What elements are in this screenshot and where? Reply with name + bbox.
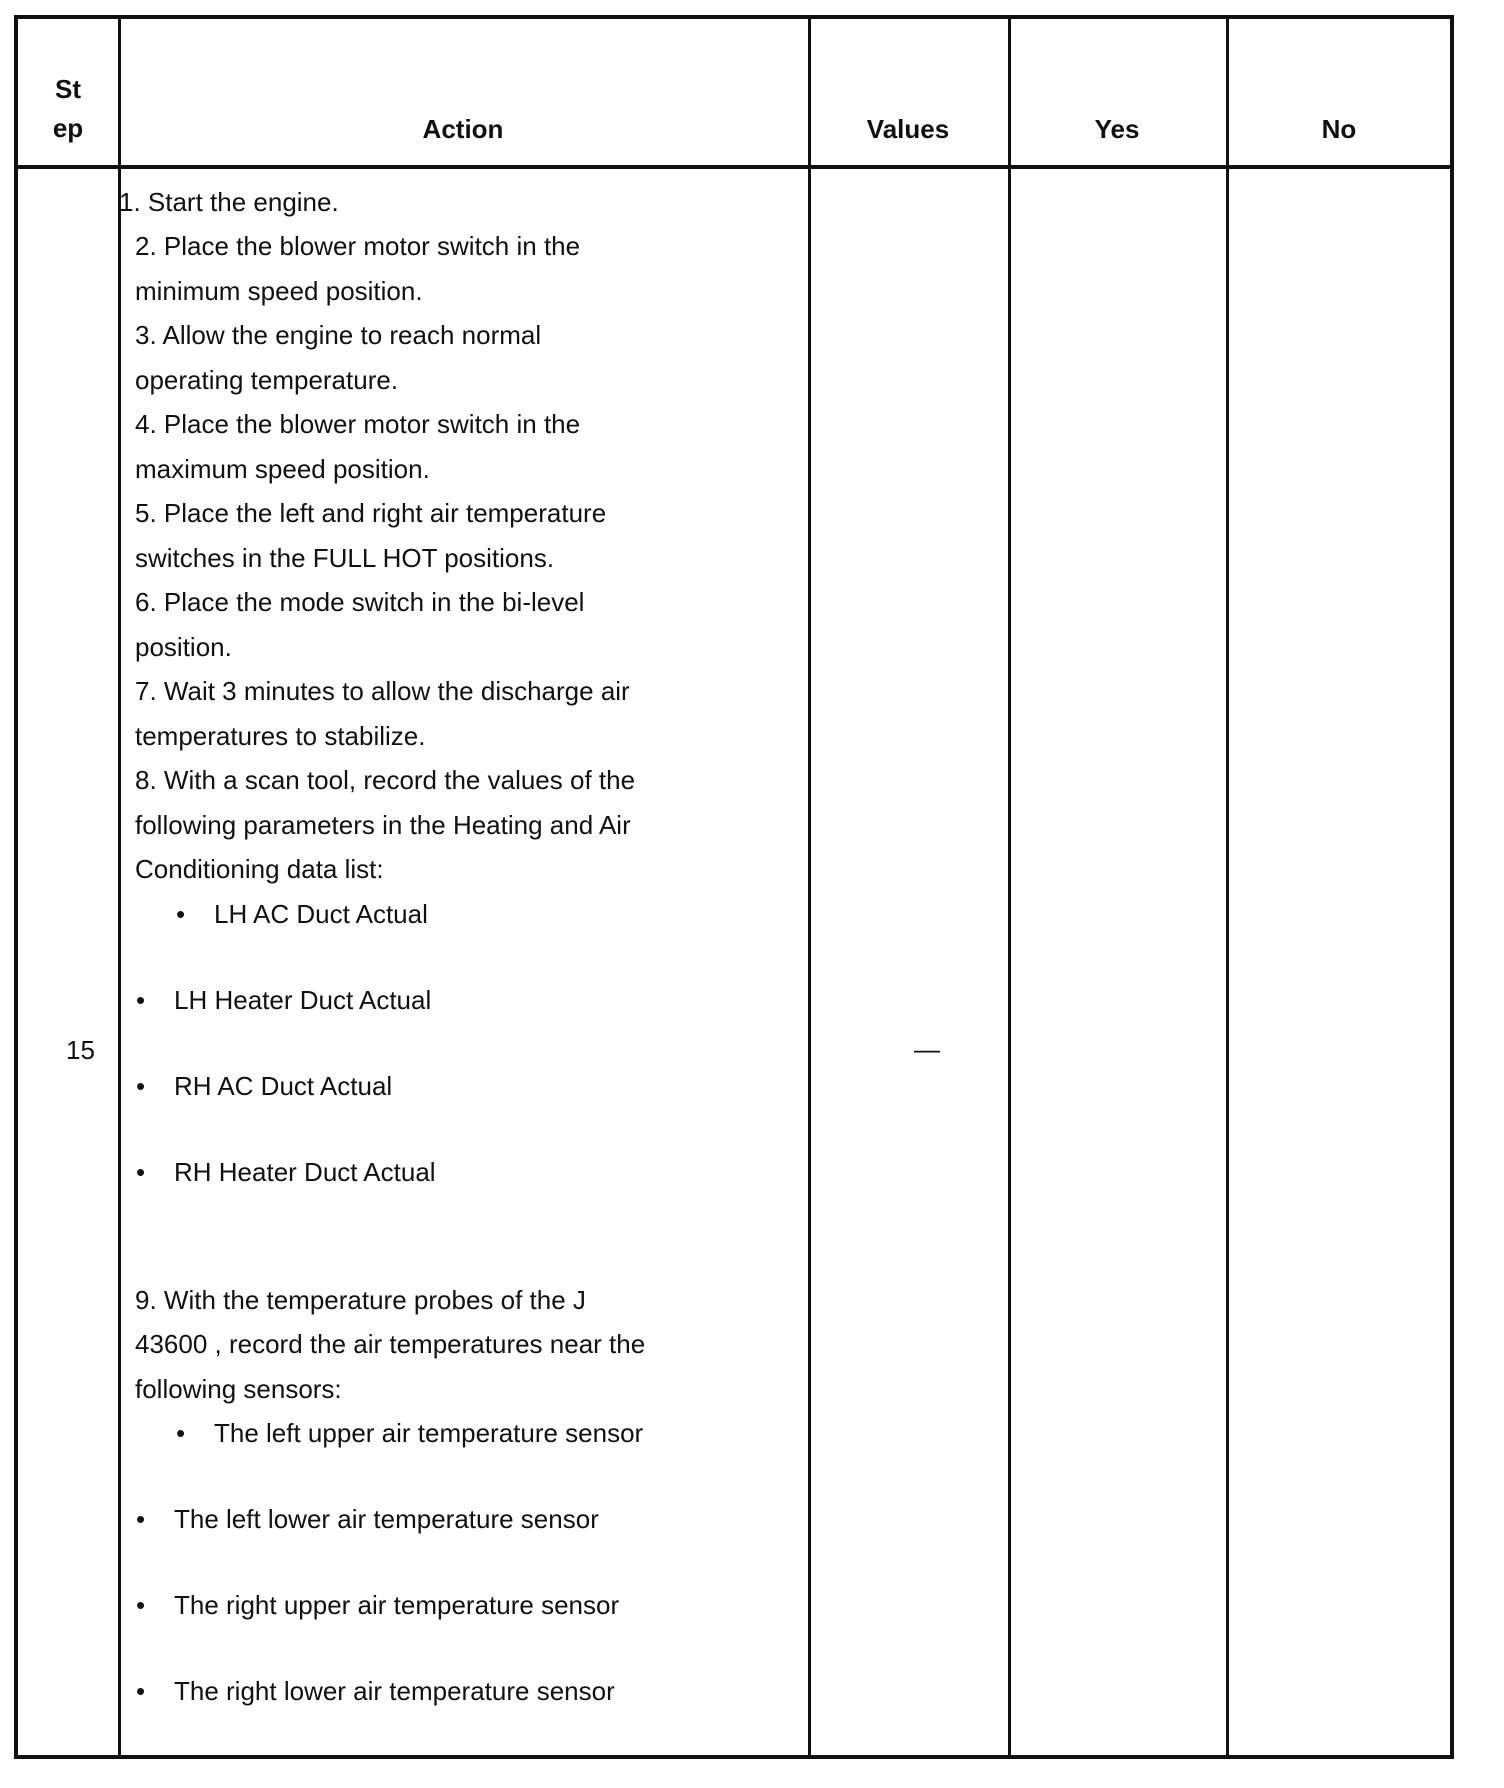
bullet-icon: • [136,1676,146,1706]
action-line: maximum speed position. [135,454,430,484]
bullet-icon: • [136,1157,146,1187]
header-values: Values [866,114,950,144]
action-line: Conditioning data list: [135,854,384,884]
sensor-item: The left lower air temperature sensor [174,1504,599,1534]
action-line: 2. Place the blower motor switch in the [135,231,581,261]
action-line: 4. Place the blower motor switch in the [135,409,581,439]
action-line: switches in the FULL HOT positions. [135,543,555,573]
column-divider [1226,19,1229,1755]
column-divider [1008,19,1011,1755]
bullet-icon: • [136,985,146,1015]
sensor-item: The right lower air temperature sensor [174,1676,615,1706]
action-line: 9. With the temperature probes of the J [135,1285,586,1315]
bullet-icon: • [176,899,186,929]
action-line: following parameters in the Heating and Air [135,810,631,840]
header-no: No [1321,114,1357,144]
scan-param: LH AC Duct Actual [214,899,428,929]
action-line: 3. Allow the engine to reach normal [135,320,542,350]
bullet-icon: • [136,1504,146,1534]
bullet-icon: • [176,1418,186,1448]
scan-param: LH Heater Duct Actual [174,985,432,1015]
action-line: minimum speed position. [135,276,423,306]
scan-param: RH Heater Duct Actual [174,1157,436,1187]
action-line: temperatures to stabilize. [135,721,426,751]
action-line: position. [135,632,232,662]
action-line: 6. Place the mode switch in the bi-level [135,587,585,617]
header-step-line2: ep [52,113,84,143]
header-divider [18,165,1450,169]
action-line: 43600 , record the air temperatures near the [135,1329,646,1359]
action-line: 8. With a scan tool, record the values of the [135,765,636,795]
action-line: operating temperature. [135,365,399,395]
sensor-item: The left upper air temperature sensor [214,1418,644,1448]
sensor-item: The right upper air temperature sensor [174,1590,620,1620]
header-action: Action [422,114,504,144]
column-divider [808,19,811,1755]
header-step [18,74,118,144]
step-number: 15 [66,1035,95,1065]
action-line: 5. Place the left and right air temperature [135,498,607,528]
action-line: 1. Start the engine. [119,187,339,217]
column-divider [118,19,121,1755]
header-yes: Yes [1094,114,1140,144]
action-line: 7. Wait 3 minutes to allow the discharge air [135,676,630,706]
header-step-line1: St [55,74,81,104]
values-cell: — [914,1034,940,1064]
bullet-icon: • [136,1071,146,1101]
bullet-icon: • [136,1590,146,1620]
action-line: following sensors: [135,1374,342,1404]
scan-param: RH AC Duct Actual [174,1071,393,1101]
